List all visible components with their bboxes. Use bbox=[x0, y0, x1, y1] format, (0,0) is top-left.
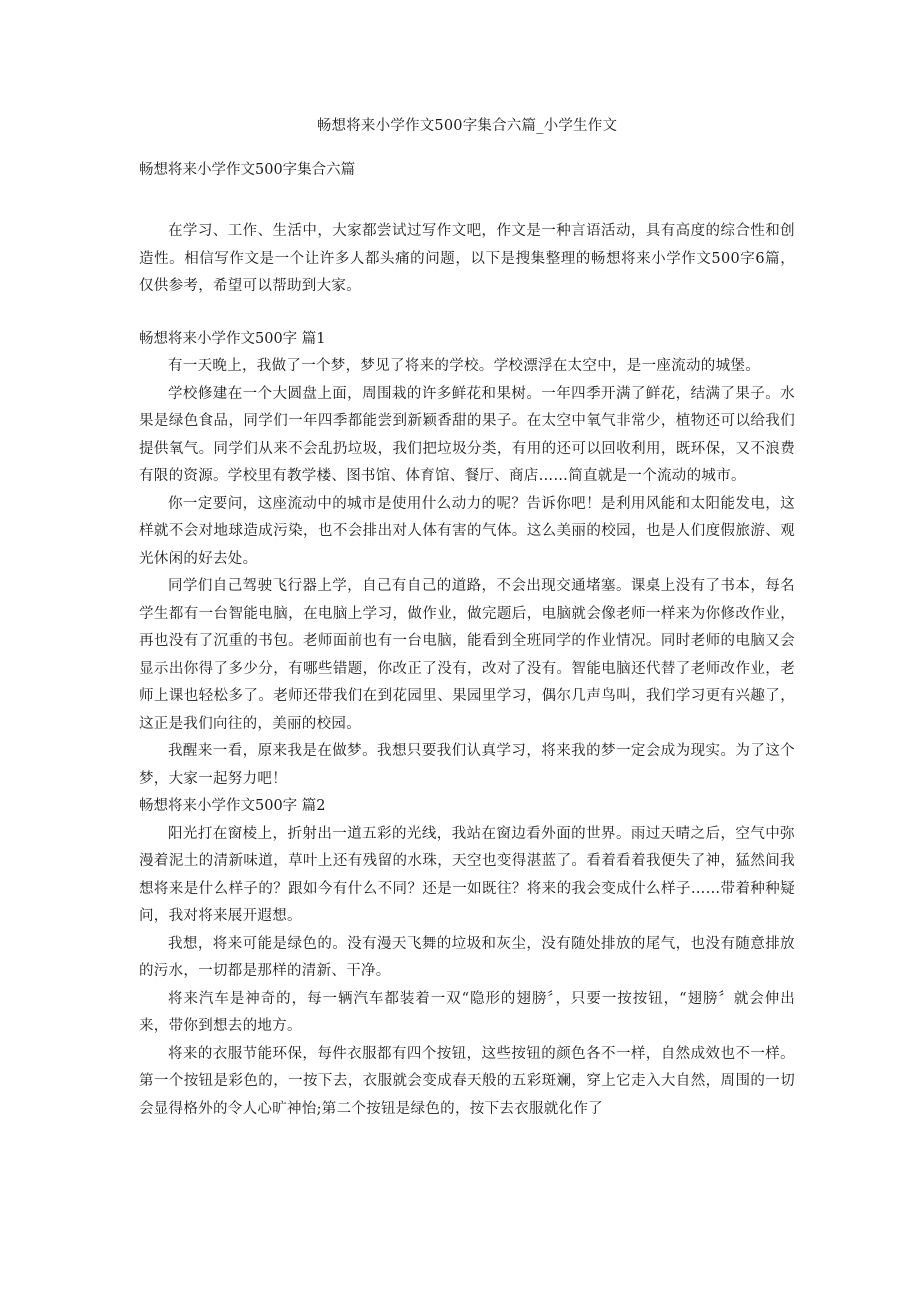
section-heading: 畅想将来小学作文500字 篇2 bbox=[139, 798, 326, 814]
body-paragraph: 我醒来一看，原来我是在做梦。我想只要我们认真学习，将来我的梦一定会成为现实。为了这个梦，大家一起努力吧！ bbox=[139, 743, 795, 787]
body-paragraph: 我想，将来可能是绿色的。没有漫天飞舞的垃圾和灰尘，没有随处排放的尾气，也没有随意排放的污水，一切都是那样的清新、干净。 bbox=[139, 935, 795, 979]
body-paragraph: 阳光打在窗棱上，折射出一道五彩的光线，我站在窗边看外面的世界。雨过天晴之后，空气中弥漫着泥土的清新味道，草叶上还有残留的水珠，天空也变得湛蓝了。看着看着我便失了神，猛然间我想将来是什么样子的？跟如今有什么不同？还是一如既往？将来的我会变成什么样子……带着种种疑问，我对将来展开遐想。 bbox=[139, 825, 795, 924]
document-page bbox=[139, 112, 795, 1123]
essay-section-2 bbox=[139, 793, 795, 1123]
document-subtitle: 畅想将来小学作文500字集合六篇 bbox=[139, 162, 356, 178]
body-paragraph: 将来汽车是神奇的，每一辆汽车都装着一双“隐形的翅膀〞，只要一按按钮，“翅膀〞就会伸出来，带你到想去的地方。 bbox=[139, 990, 795, 1034]
body-paragraph: 同学们自己驾驶飞行器上学，自己有自己的道路，不会出现交通堵塞。课桌上没有了书本，每名学生都有一台智能电脑，在电脑上学习，做作业，做完题后，电脑就会像老师一样来为你修改作业，再也没有了沉重的书包。老师面前也有一台电脑，能看到全班同学的作业情况。同时老师的电脑又会显示出你得了多少分，有哪些错题，你改正了没有，改对了没有。智能电脑还代替了老师改作业，老师上课也轻松多了。老师还带我们在到花园里、果园里学习，偶尔几声鸟叫，我们学习更有兴趣了，这正是我们向往的，美丽的校园。 bbox=[139, 578, 795, 732]
section-gap bbox=[139, 301, 795, 326]
body-paragraph: 有一天晚上，我做了一个梦，梦见了将来的学校。学校漂浮在太空中，是一座流动的城堡。 bbox=[168, 358, 760, 374]
intro-paragraph: 在学习、工作、生活中，大家都尝试过写作文吧，作文是一种言语活动，具有高度的综合性和创造性。相信写作文是一个让许多人都头痛的问题，以下是搜集整理的畅想将来小学作文500字6篇，仅供参考，希望可以帮助到大家。 bbox=[139, 223, 795, 294]
body-paragraph: 你一定要问，这座流动中的城市是使用什么动力的呢？告诉你吧！是利用风能和太阳能发电，这样就不会对地球造成污染，也不会排出对人体有害的气体。这么美丽的校园，也是人们度假旅游、观光休闲的好去处。 bbox=[139, 495, 795, 567]
document-title: 畅想将来小学作文500字集合六篇_小学生作文 bbox=[316, 118, 618, 134]
body-paragraph: 学校修建在一个大圆盘上面，周围栽的许多鲜花和果树。一年四季开满了鲜花，结满了果子。水果是绿色食品，同学们一年四季都能尝到新颖香甜的果子。在太空中氧气非常少，植物还可以给我们提供氧气。同学们从来不会乱扔垃圾，我们把垃圾分类，有用的还可以回收利用，既环保，又不浪费有限的资源。学校里有教学楼、图书馆、体育馆、餐厅、商店……简直就是一个流动的城市。 bbox=[139, 385, 795, 484]
body-paragraph: 将来的衣服节能环保，每件衣服都有四个按钮，这些按钮的颜色各不一样，自然成效也不一样。第一个按钮是彩色的，一按下去，衣服就会变成春天般的五彩斑斓，穿上它走入大自然，周围的一切会显得格外的令人心旷神怡;第二个按钮是绿色的，按下去衣服就化作了 bbox=[139, 1045, 795, 1117]
section-heading: 畅想将来小学作文500字 篇1 bbox=[139, 330, 326, 347]
essay-section-1 bbox=[139, 326, 795, 794]
